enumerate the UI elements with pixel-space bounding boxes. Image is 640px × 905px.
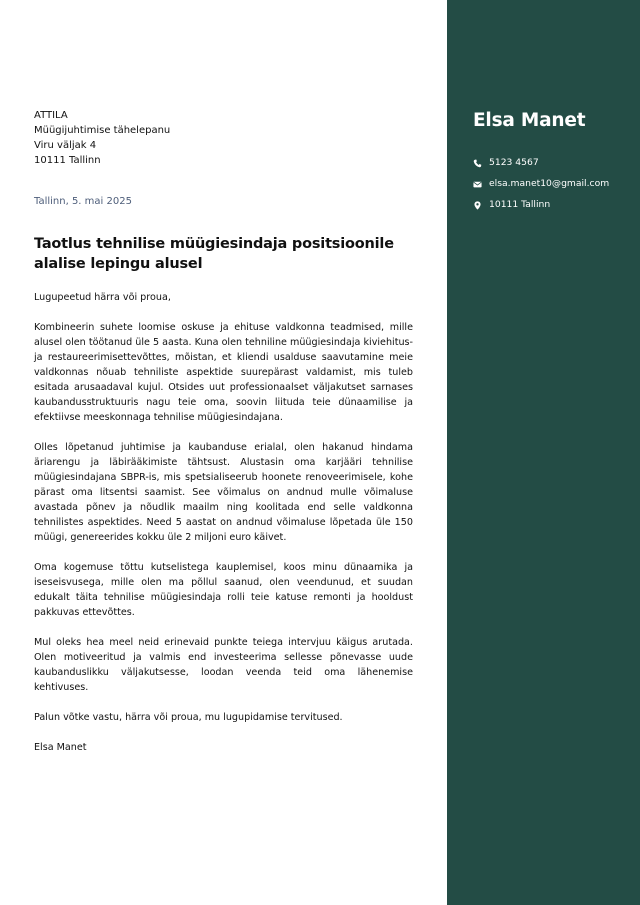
envelope-icon — [473, 180, 482, 189]
letter-subject: Taotlus tehnilise müügiesindaja positsioonile alalise lepingu alusel — [34, 236, 394, 272]
body-paragraph-3: Oma kogemuse tõttu kutselistega kauplemisel, koos minu dünaamika ja iseseisvusega, mille olen ma põllul saanud, olen veendunud, et suudan edukalt täita tehnilise müügiesindaja rolli teie katuse remonti ja hooldust pakkuvas ettevõttes. — [34, 562, 413, 618]
recipient-company: ATTILA — [34, 110, 68, 121]
phone-icon — [473, 159, 482, 168]
letter-date: Tallinn, 5. mai 2025 — [34, 196, 132, 207]
body-paragraph-4: Mul oleks hea meel neid erinevaid punkte teiega intervjuu käigus arutada. Olen motiveeritud ja valmis end investeerima sellesse põnevasse uude kaubanduslikku väljakutsesse, loodan veenda teid oma lähenemise kehtivuses. — [34, 637, 413, 693]
sender-name: Elsa Manet — [473, 110, 586, 131]
contact-location — [473, 199, 550, 211]
recipient-street: Viru väljak 4 — [34, 140, 97, 151]
signature: Elsa Manet — [34, 742, 87, 753]
recipient-attention: Müügijuhtimise tähelepanu — [34, 125, 171, 136]
contact-phone — [473, 157, 539, 169]
contact-email — [473, 178, 609, 190]
contact-location-text: 10111 Tallinn — [489, 199, 551, 210]
body-paragraph-2: Olles lõpetanud juhtimise ja kaubanduse erialal, olen hakanud hindama äriarengu ja läbirääkimiste tähtsust. Alustasin oma karjääri tehnilise müügiesindajana SBPR-is, mis spetsialiseerub hoonete renoveerimisele, kohe pärast oma litsentsi saamist. See võimalus on andnud mulle võimaluse avastada põnev ja nõudlik maailm ning koolitada end selle valdkonna tehnilistes aspektides. Need 5 aastat on andnud võimaluse lõpetada üle 150 müügi, genereerides kokku üle 2 miljoni euro käivet. — [34, 442, 413, 543]
recipient-address — [34, 108, 170, 168]
recipient-city: 10111 Tallinn — [34, 155, 101, 166]
contact-phone-text: 5123 4567 — [489, 157, 539, 168]
body-paragraph-1: Kombineerin suhete loomise oskuse ja ehituse valdkonna teadmised, mille alusel olen töötanud üle 5 aasta. Kuna olen tehniline müügiesindaja kiviehitus- ja restaureerimisettevõttes, mõistan, et kliendi usalduse saavutamine meie valdkonnas nõuab tehniliste aspektide suurepärast valdamist, mis tuleb esitada arusaadaval kujul. Otsides uut professionaalset väljakutset sarnases kaubandusstruktuuris nagu teie oma, soovin liituda teie dünaamilise ja efektiivse meeskonnaga tehnilise müügiesindajana. — [34, 322, 413, 423]
letter-body — [34, 290, 413, 770]
salutation: Lugupeetud härra või proua, — [34, 292, 171, 303]
contact-email-text: elsa.manet10@gmail.com — [489, 178, 610, 189]
closing: Palun võtke vastu, härra või proua, mu lugupidamise tervitused. — [34, 712, 343, 723]
letter-main — [34, 0, 413, 905]
contact-sidebar — [447, 0, 640, 905]
map-pin-icon — [473, 201, 482, 210]
